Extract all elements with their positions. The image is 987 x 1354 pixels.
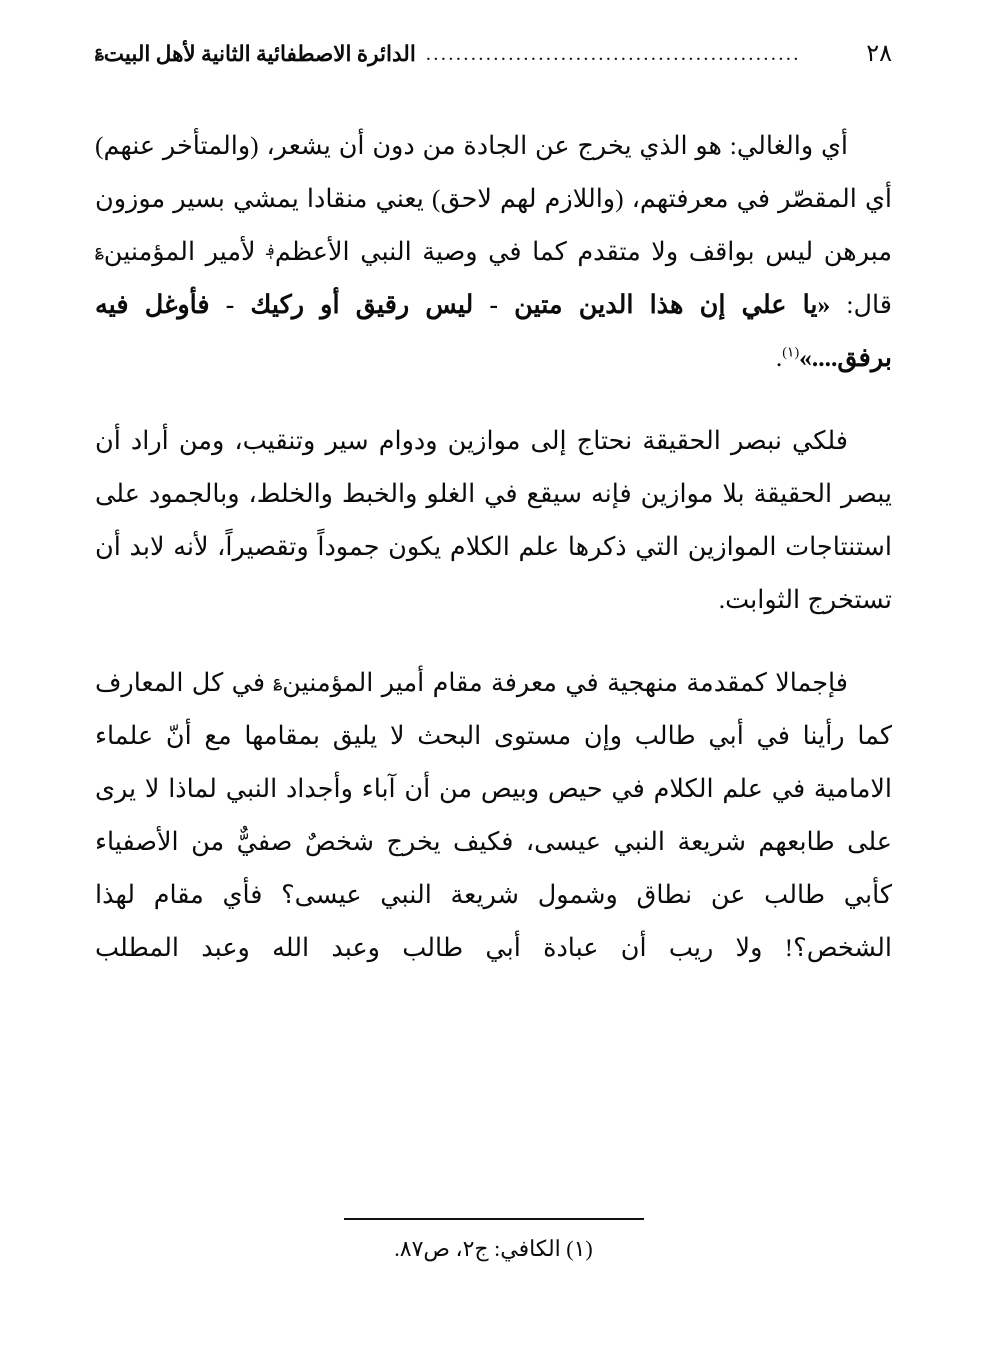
imam-honorific-icon: ؏ [273, 674, 283, 691]
footnote-area [95, 1218, 892, 1262]
prophet-honorific-icon: ؋ [266, 243, 275, 260]
imam-honorific-icon: ؏ [95, 243, 104, 260]
footnote-text: (١) الكافي: ج٢، ص٨٧. [394, 1236, 593, 1261]
footnote-marker: (١) [782, 345, 800, 361]
page-number: ٢٨ [866, 41, 892, 67]
paragraph-1 [95, 119, 892, 384]
header-title [95, 42, 416, 68]
paragraph-3-text-b: في كل المعارف كما رأينا في أبي طالب وإن مستوى البحث لا يليق بمقامها مع أنّ علماء الامامية في علم الكلام في حيص وبيص من أن آباء وأجداد النبي لماذا لا يرى على طابعهم شريعة النبي عيسى، فكيف يخرج شخصٌ صفيٌّ من الأصفياء كأبي طالب عن نطاق وشمول شريعة النبي عيسى؟ فأي مقام لهذا الشخص؟! ولا ريب أن عبادة أبي طالب وعبد الله وعبد المطلب [95, 668, 892, 963]
paragraph-2: فلكي نبصر الحقيقة نحتاج إلى موازين ودوام سير وتنقيب، ومن أراد أن يبصر الحقيقة بلا موازين فإنه سيقع في الغلو والخبط والخلط، وبالجمود على استنتاجات الموازين التي ذكرها علم الكلام يكون جموداً وتقصيراً، لأنه لابد أن تستخرج الثوابت. [95, 425, 892, 615]
paragraph-1-text3: قال: [830, 289, 892, 319]
page-header [95, 40, 892, 73]
paragraph-3-text-a: فإجمالا كمقدمة منهجية في معرفة مقام أمير المؤمنين [282, 668, 848, 698]
page-content [95, 40, 892, 1314]
footnote-divider [344, 1218, 644, 1220]
paragraph-1-text4: . [775, 342, 783, 372]
honorific-symbol-icon: ؏ [95, 43, 104, 60]
paragraph-1-text2: لأمير المؤمنين [103, 236, 267, 266]
header-title-text: الدائرة الاصطفائية الثانية لأهل البيت [103, 41, 416, 66]
header-dot-leader: .................................................. [425, 43, 801, 66]
hadith-quote: «يا علي إن هذا الدين متين - ليس رقيق أو ركيك - فأوغل فيه برفق....» [95, 289, 892, 372]
paragraph-1-text: أي والغالي: هو الذي يخرج عن الجادة من دون أن يشعر، (والمتأخر عنهم) أي المقصّر في معرفتهم، (واللازم لهم لاحق) يعني منقادا يمشي بسير موزون مبرهن ليس بواقف ولا متقدم كما في وصية النبي الأعظم [95, 130, 893, 266]
paragraph-3 [95, 656, 892, 974]
body-text [95, 119, 892, 974]
